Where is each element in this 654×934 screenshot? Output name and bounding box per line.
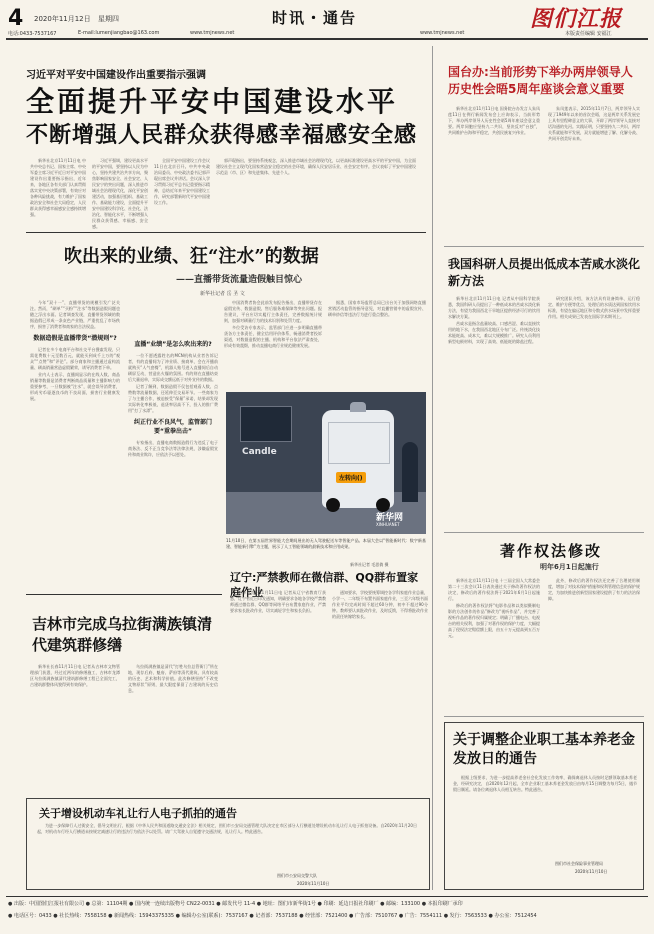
tech-headline: 我国科研人员提出低成本苦咸水淡化新方法 <box>448 257 641 288</box>
lead-body-col-2: 习近平强调，建设更高水平的平安中国，要坚持以人民为中心，坚持共建共治共享方向，聚焦影响国家安全、社会安定、人民安宁的突出问题，深入推进市域社会治理现代化，深化平安创建活动，加强基层组织、基础工作、基础能力建设，全面提升平安中国建设科学化、社会化、法治化、智能化水平，不断增强人民群众获得感、幸福感、安全感。 <box>92 158 148 229</box>
robot-compartment <box>328 422 390 464</box>
pension-date: 2020年11月10日 <box>575 869 608 874</box>
copyright-body-col-1: 新华社北京11月11日电 十三届全国人大常委会第二十三次会议11日表决通过关于修改著作权法的决定，修改后的著作权法将于2021年6月1日起施行。 修改后的著作权法将“电影作品和以类似摄制电影的方法创作的作品”修改为“视听作品”，并完善了视听作品的著作权归属规定；明确了广播电台、电视台的相关权利，加强了对著作权的保护力度，大幅提高了侵权法定赔偿额上限，由五十万元提高到五百万元。 <box>448 578 540 638</box>
footer-item: ● 出版：中国图们江报社有限公司 <box>8 901 84 907</box>
feature-bottom-rule <box>26 594 222 595</box>
footer-item: ● 总第：11104期 <box>85 901 128 907</box>
footer-rule <box>6 896 648 897</box>
footer-item: ● 社长热线：7558158 <box>53 913 107 919</box>
robot-sensor <box>350 402 366 412</box>
copyright-bottom-rule <box>444 716 644 717</box>
footer-item: ● 印刷：延边日报社印刷厂 <box>317 901 379 907</box>
footer-item: ● 办公室：7512454 <box>488 913 537 919</box>
footer-line-2 <box>8 912 646 919</box>
issue-weekday: 星期四 <box>98 15 119 23</box>
copyright-body-col-2: 此外，修改后的著作权法还完善了合理使用制度，增加了对技术保护措施和权利管理信息的保护规定，为加快推进创新型国家建设提供了有力的法治保障。 <box>548 578 640 601</box>
feature-col-2: 直播“业绩”是怎么吹出来的? 一位不愿透露姓名的MCN机构从业者告诉记者，有的直播间为了冲业绩、接商单，会在开播前就购买“人气套餐”，机器人账号进入直播间后自动刷屏互动，营造出火爆的氛围。有的则在直播结束后大量退单，实际成交额远低于对外宣传的数据。 记者了解到，数据造假不仅包括观看人数、点赞数等流量数据，还延伸至交易环节。一些商家为了与主播合作，被迫接受“保量”承诺，结果却发现实际转化率极低，退货率居高不下，投入的推广费用“打了水漂”。 纠正行业不良风气，监管部门要“重拳出击” 专家指出，直播电商数据造假行为违反了电子商务法、反不正当竞争法等法律法规，涉嫌虚假宣传和商业欺诈，应依法予以惩处。 <box>128 341 218 457</box>
jilin-body-col-1: 新华社长春11月11日电 记者从吉林市文物管理部门获悉，经过近两年的修缮施工，吉林市龙潭区乌拉街满族镇清代建筑群修缮工程已全面完工，古建筑群整体风貌得到有效保护。 <box>30 664 120 687</box>
footer-item: ● 广告部：7510767 <box>349 913 398 919</box>
jilin-body-col-2: 乌拉街满族镇是清代“打牲乌拉总管衙门”所在地，现存后府、魁府、萨府等清代建筑，具有较高的历史、艺术和科学价值。此次修缮坚持“不改变文物原状”原则，最大限度保留了古建筑的历史信息。 <box>128 664 218 693</box>
feature-headline: 吹出来的业绩、狂“注水”的数据 <box>64 246 319 267</box>
lead-body-col-4: 郭声琨指出，要坚持系统观念，深入推进市域社会治理现代化，以更高标准建设更高水平的平安中国，为全面建设社会主义现代化国家营造安全稳定的社会环境，确保人民安居乐业、社会安定有序。会议表彰了平安中国建设示范县（市、区）和先进集体、先进个人。 <box>216 158 416 175</box>
footer-line-1 <box>8 900 646 907</box>
liaoning-headline: 辽宁:严禁教师在微信群、QQ群布置家庭作业 <box>230 571 419 599</box>
side-column-divider <box>432 46 433 890</box>
issue-date: 2020年11月12日 <box>34 15 91 23</box>
contact-phone: 电话:0433-7537167 <box>8 31 57 37</box>
lead-body-col-1: 新华社北京11月11日电 中共中央总书记、国家主席、中央军委主席习近平近日对平安中国建设作出重要指示指出，近年来，各地区各有关部门认真贯彻落实党中央决策部署，有效应对各种风险挑战，有力维护了国家政治安全和社会大局稳定，人民群众获得感幸福感安全感持续增强。 <box>30 158 86 217</box>
footer-item: ● 编辑办公室(联系)：7537167 <box>175 913 248 919</box>
website-link[interactable]: www.tmjnews.net <box>190 30 235 36</box>
lead-headline-2: 不断增强人民群众获得感幸福感安全感 <box>26 122 418 148</box>
traffic-headline: 关于增设机动车礼让行人电子抓拍的通告 <box>39 807 237 820</box>
robot-vehicle <box>322 410 394 508</box>
pension-notice-box <box>444 722 644 890</box>
photo-watermark: 新华网 <box>376 513 404 523</box>
traffic-issuer: 图们市公安局交警大队 <box>277 873 317 878</box>
feature-question-3: 纠正行业不良风气，监管部门要“重拳出击” <box>133 419 212 435</box>
newspaper-site[interactable]: www.tmjnews.net <box>420 30 465 36</box>
tech-bottom-rule <box>444 532 644 533</box>
footer-item: ● 地址：图们市新华街1号 <box>256 901 316 907</box>
footer-item: ● 广告：7554111 <box>398 913 443 919</box>
section-title: 时讯・通告 <box>272 9 358 27</box>
footer-item: ● 本报印刷厂承印 <box>421 901 463 907</box>
footer-item: ● 国内统一连续出版物号 CN22-0031 <box>129 901 215 907</box>
jilin-headline: 吉林市完成乌拉街满族镇清代建筑群修缮 <box>32 615 213 654</box>
footer-item: ● 新闻热线：15943375335 <box>108 913 175 919</box>
taiwan-body-col-1: 新华社北京11月11日电 国务院台办发言人朱凤莲11日在例行新闻发布会上应询表示，当前形势下，举办两岸领导人历史性会晤5周年座谈会意义重要。两岸同胞应坚持九二共识，坚决反对“台独”，共同维护台海和平稳定，共创民族复兴伟业。 <box>448 106 540 135</box>
newspaper-logo: 图们江报 <box>530 6 623 32</box>
feature-col-4: 据悉，国家市场监管总局已出台关于加强网络直播营销活动监管的指导意见，对直播营销中的虚假宣传、刷单炒信等违法行为进行重点整治。 <box>328 300 426 317</box>
feature-col-1: 今年“双十一”，直播带货的规模引发广泛关注。然而，“刷单”“买粉”“注水”等数据造假问题也随之浮出水面。记者调查发现，直播带货领域的数据造假已形成一条灰色产业链，严重扰乱了市场秩序，损害了消费者和商家的合法权益。 数据造假是直播带货“潜规则”? 记者在多个电商平台和社交平台搜索发现，只需花费数十元至数百元，就能买到成千上万的“观众”“点赞”和“评论”。部分商家和主播通过虚构流量、刷高销量营造虚假繁荣，诱导消费者下单。 业内人士表示，直播间显示的在线人数、商品销量等数据是消费者判断商品质量和主播影响力的重要参考，一旦数据被“注水”，就会误导消费者，形成劣币驱逐良币的不良局面，损害行业健康发展。 <box>30 300 120 401</box>
photo-credit: 新华社记者 毛思倩 摄 <box>350 562 389 567</box>
robot-turn-signal-badge: 左转向() <box>336 472 366 483</box>
tech-body-col-2: 研究团队介绍，该方法具有设备简单、运行稳定、维护方便等优点，处理后的水质达到国家饮用水标准，有望在偏远地区和分散式供水场景中发挥重要作用。相关成果已发表在国际学术期刊上。 <box>548 296 640 319</box>
footer-item: ● 发行：7563533 <box>443 913 487 919</box>
feature-col-3: 中国消费者协会此前发布报告指出，直播带货存在虚假宣传、数据造假、售后服务难保障等突出问题。报告建议，平台应切实履行主体责任，完善数据统计规则，加强对刷量行为的技术识别和处罚力度。 多位受访专家表示，监管部门应进一步明确直播带货各方主体责任，健全信用评价体系，畅通消费者投诉渠道，对数据造假的主播、机构和平台依法严肃查处，形成有效震慑，推动直播电商行业规范健康发展。 <box>224 300 322 348</box>
copyright-headline: 著作权法修改 <box>500 542 603 560</box>
robot-wheel-left <box>326 498 340 512</box>
copyright-subhead: 明年6月1日起施行 <box>540 563 599 571</box>
masthead-rule <box>6 38 648 40</box>
feature-question-2: 直播“业绩”是怎么吹出来的? <box>134 341 212 348</box>
traffic-body: 为进一步保障行人过街安全，倡导文明出行，根据《中华人民共和国道路交通安全法》相关规定，图们市公安局交通管理大队决定在市区部分人行横道处增设机动车礼让行人电子抓拍设备。自2020年11月20日起，对机动车行经人行横道未按规定减速让行的违法行为依法予以处罚。请广大驾驶人自觉遵守交通法规，礼让行人。特此通告。 <box>37 823 417 834</box>
photo-caption: 11月10日，在第五届世界智能大会期间展出的无人驾驶配送车等智能产品。本届大会以“智能新时代：数字新基建、智能新引擎”为主题，展示了人工智能领域的最新技术和应用成果。 <box>226 538 426 549</box>
footer-item: ● 邮发代号 11-4 <box>216 901 256 907</box>
taiwan-headline: 国台办:当前形势下举办两岸领导人历史性会晤5周年座谈会意义重要 <box>448 65 633 96</box>
feature-question-1: 数据造假是直播带货“潜规则”? <box>33 335 117 342</box>
page-number: 4 <box>8 6 24 31</box>
photo-display-sign: Candle <box>242 447 277 457</box>
traffic-notice-box <box>26 798 430 890</box>
footer-item: ● 邮编：133100 <box>380 901 421 907</box>
traffic-date: 2020年11月10日 <box>297 881 330 886</box>
photo-watermark-sub: XINHUANET <box>376 522 400 527</box>
feature-byline: 新华社记者 岳 圣 文 <box>200 291 245 297</box>
taiwan-body-col-2: 朱凤莲表示，2015年11月7日，两岸领导人实现了1949年以来的首次会晤，这是两岸关系发展史上具有里程碑意义的大事，开辟了两岸领导人直接对话沟通的先河。实践证明，只要坚持九二共识，两岸关系就能和平发展，双方就能增进了解、化解分歧、共同开创美好未来。 <box>548 106 640 141</box>
taiwan-bottom-rule <box>444 246 644 247</box>
tech-body-col-1: 新华社北京11月11日电 记者从中国科学院获悉，我国科研人员提出了一种低成本的苦咸水淡化新方法，有望为我国西北干旱地区提供经济可行的饮用水解决方案。 苦咸水是指含盐量较高、口感苦涩、难以直接饮用的地下水，在我国西北地区分布广泛。传统淡化技术能耗高、成本大，难以大规模推广。研究人员利用新型电极材料，实现了高效、低能耗的除盐过程。 <box>448 296 540 344</box>
footer-item: ● 电话区号：0433 <box>8 913 52 919</box>
lead-kicker: 习近平对平安中国建设作出重要指示强调 <box>26 70 206 81</box>
page-editor: 本版责任编辑 安福江 <box>565 31 612 37</box>
liaoning-body-col-2: 通知要求，学校要统筹调控各学科家庭作业总量，小学一、二年级不布置书面家庭作业，三至六年级书面作业平均完成时间不超过60分钟，初中不超过90分钟。教师要认真批改作业，及时反馈，不得将批改作业的责任转嫁给家长。 <box>332 590 428 619</box>
lead-body-col-3: 全国平安中国建设工作会议11日在北京召开。中共中央政治局委员、中央政法委书记郭声琨出席会议并讲话。会议深入学习贯彻习近平总书记重要指示精神，总结近年来平安中国建设工作，研究部署新时代平安中国建设工作。 <box>154 158 210 205</box>
contact-email: E-mail:lumenjiangbao@163.com <box>78 30 160 36</box>
lead-headline-1: 全面提升平安中国建设水平 <box>26 85 399 118</box>
footer-item: ● 记者部：7537188 <box>249 913 298 919</box>
feature-subhead: ——直播带货流量造假触目惊心 <box>176 275 303 285</box>
liaoning-body-col-1: 新华社沈阳11月11日电 记者从辽宁省教育厅获悉，辽宁省近日印发通知，明确要求各地各学校严禁教师通过微信群、QQ群等网络平台布置家庭作业，严禁要求家长批改作业，切实减轻学生和家长负担。 <box>230 590 326 613</box>
lead-bottom-rule <box>26 232 426 233</box>
photo-bystander <box>402 442 418 502</box>
news-photo <box>226 392 426 534</box>
pension-body: 根据上级要求，为进一步提高养老金社会化发放工作效率，确保离退休人员按时足额领取基本养老金，经研究决定，自2020年12月起，全市企业职工基本养老金发放日由每月15日调整为每月5日，遇节假日顺延。请各位离退休人员相互转告。特此通告。 <box>453 775 637 792</box>
masthead <box>0 0 654 50</box>
pension-headline: 关于调整企业职工基本养老金发放日的通告 <box>453 732 635 767</box>
pension-issuer: 图们市社会保险事业管理局 <box>555 861 603 866</box>
photo-screen <box>240 406 292 442</box>
footer-item: ● 经营部：7521400 <box>299 913 348 919</box>
